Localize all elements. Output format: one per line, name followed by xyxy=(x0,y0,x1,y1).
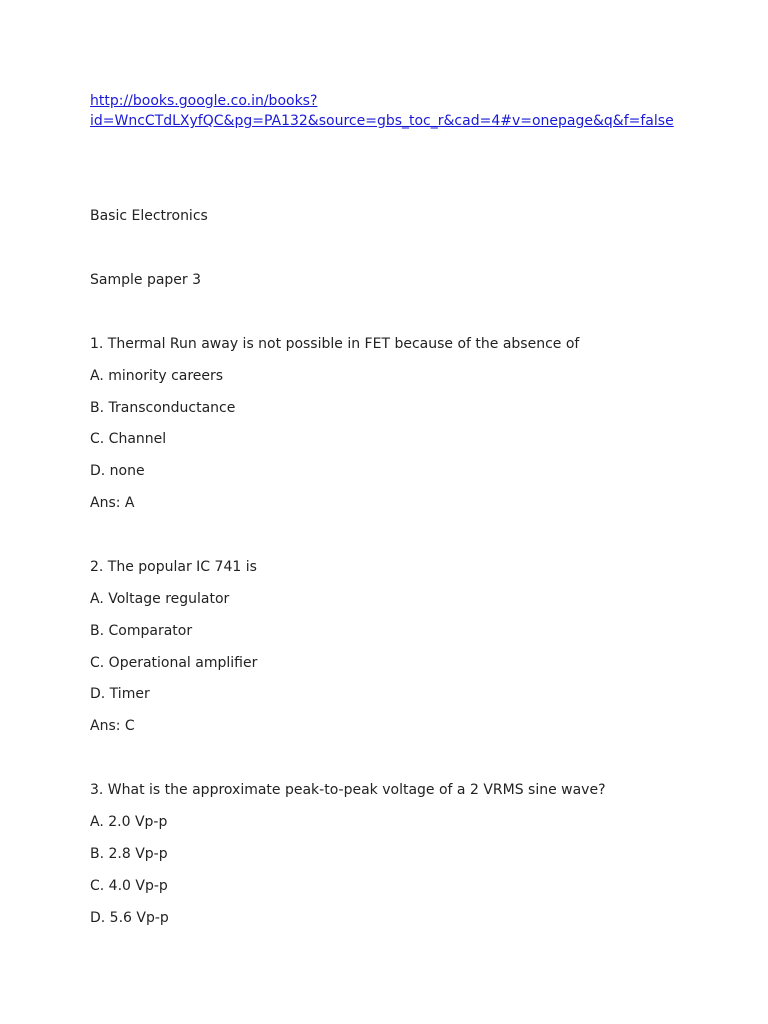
question-1-text: 1. Thermal Run away is not possible in FET because of the absence of xyxy=(90,336,580,352)
question-1-option-c: C. Channel xyxy=(90,431,167,447)
source-link-line-2[interactable]: id=WncCTdLXyfQC&pg=PA132&source=gbs_toc_r&cad=4#v=onepage&q&f=false xyxy=(90,113,674,129)
question-1-option-a: A. minority careers xyxy=(90,368,224,384)
question-3-option-a: A. 2.0 Vp-p xyxy=(90,814,168,830)
document-title: Basic Electronics xyxy=(90,208,208,224)
document-subtitle: Sample paper 3 xyxy=(90,272,202,288)
question-1-answer: Ans: A xyxy=(90,495,135,511)
question-2-text: 2. The popular IC 741 is xyxy=(90,559,257,575)
question-2-option-a: A. Voltage regulator xyxy=(90,591,230,607)
document-page xyxy=(90,0,730,1024)
question-3-option-b: B. 2.8 Vp-p xyxy=(90,846,168,862)
question-2-answer: Ans: C xyxy=(90,718,135,734)
source-link-line-1[interactable]: http://books.google.co.in/books? xyxy=(90,93,318,109)
question-3-text: 3. What is the approximate peak-to-peak voltage of a 2 VRMS sine wave? xyxy=(90,782,606,798)
question-3-option-c: C. 4.0 Vp-p xyxy=(90,878,168,894)
question-2-option-c: C. Operational amplifier xyxy=(90,655,258,671)
question-1-option-d: D. none xyxy=(90,463,145,479)
question-3-option-d: D. 5.6 Vp-p xyxy=(90,910,169,926)
question-2-option-d: D. Timer xyxy=(90,686,150,702)
question-1-option-b: B. Transconductance xyxy=(90,400,236,416)
question-2-option-b: B. Comparator xyxy=(90,623,193,639)
